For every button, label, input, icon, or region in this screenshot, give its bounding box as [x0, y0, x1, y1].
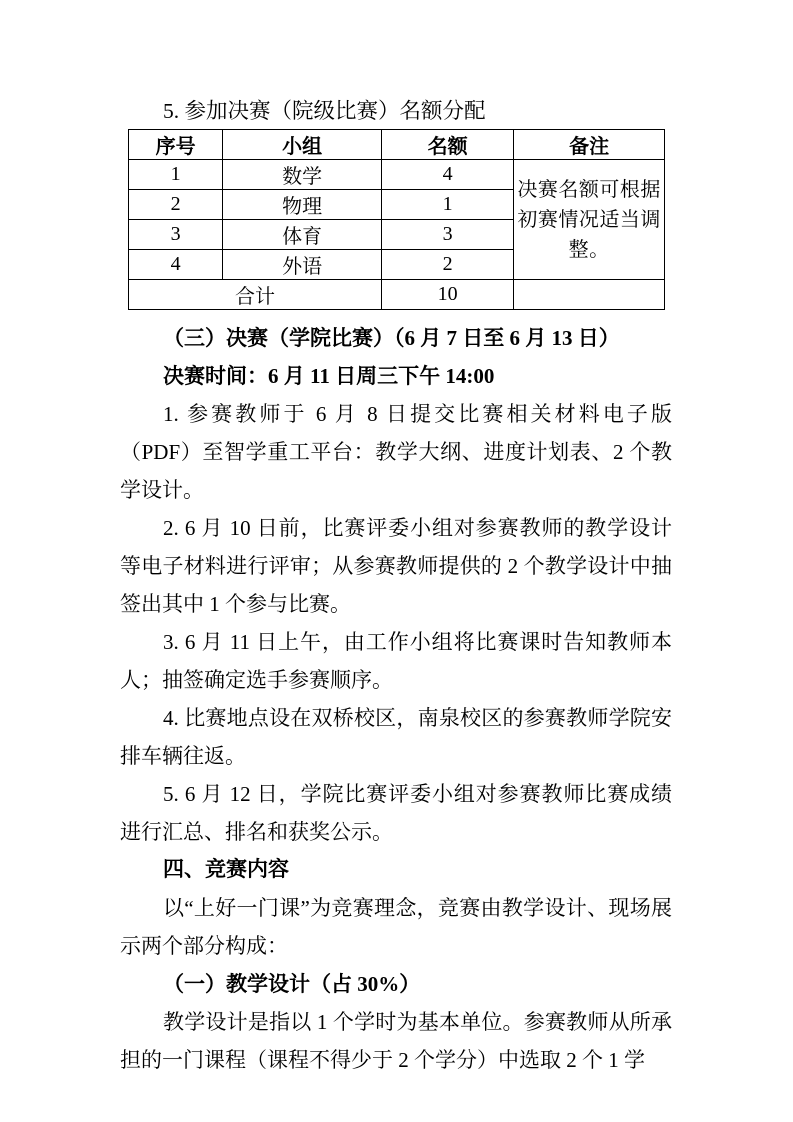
table-header-row: [129, 130, 665, 160]
column-header-note: 备注: [514, 130, 665, 160]
finals-item-3: 3. 6 月 11 日上午，由工作小组将比赛课时告知教师本人；抽签确定选手参赛顺序。: [120, 630, 672, 692]
table-total-row: [129, 280, 665, 310]
cell-no: 4: [129, 250, 223, 280]
cell-group: 体育: [223, 220, 382, 250]
cell-total-value: 10: [381, 280, 513, 310]
document-body: [120, 319, 672, 1079]
column-header-group: 小组: [223, 130, 382, 160]
cell-total-label: 合计: [129, 280, 382, 310]
finals-time: 决赛时间：6 月 11 日周三下午 14:00: [163, 364, 495, 388]
cell-remark: 决赛名额可根据初赛情况适当调整。: [514, 160, 665, 280]
sub1-heading: （一）教学设计（占 30%）: [163, 972, 421, 996]
cell-no: 1: [129, 160, 223, 190]
cell-group: 外语: [223, 250, 382, 280]
cell-quota: 2: [381, 250, 513, 280]
finals-item-1: 1. 参赛教师于 6 月 8 日提交比赛相关材料电子版（PDF）至智学重工平台：教学大纲、进度计划表、2 个教学设计。: [120, 402, 672, 502]
finals-item-5: 5. 6 月 12 日，学院比赛评委小组对参赛教师比赛成绩进行汇总、排名和获奖公示。: [120, 782, 672, 844]
section4-heading: 四、竞赛内容: [163, 858, 289, 881]
quota-allocation-heading: 5. 参加决赛（院级比赛）名额分配: [163, 99, 486, 123]
quota-table: [128, 129, 665, 310]
cell-quota: 4: [381, 160, 513, 190]
finals-item-2: 2. 6 月 10 日前，比赛评委小组对参赛教师的教学设计等电子材料进行评审；从参赛教师提供的 2 个教学设计中抽签出其中 1 个参与比赛。: [120, 516, 672, 616]
table-row: [129, 160, 665, 190]
cell-quota: 1: [381, 190, 513, 220]
cell-group: 数学: [223, 160, 382, 190]
cell-no: 3: [129, 220, 223, 250]
sub1-body: 教学设计是指以 1 个学时为基本单位。参赛教师从所承担的一门课程（课程不得少于 2 个学分）中选取 2 个 1 学: [120, 1010, 672, 1072]
cell-remark-empty: [514, 280, 665, 310]
column-header-no: 序号: [129, 130, 223, 160]
section4-intro: 以“上好一门课”为竞赛理念，竞赛由教学设计、现场展示两个部分构成：: [120, 896, 672, 958]
cell-group: 物理: [223, 190, 382, 220]
cell-quota: 3: [381, 220, 513, 250]
finals-heading: （三）决赛（学院比赛）（6 月 7 日至 6 月 13 日）: [163, 326, 620, 350]
column-header-quota: 名额: [381, 130, 513, 160]
cell-no: 2: [129, 190, 223, 220]
finals-item-4: 4. 比赛地点设在双桥校区，南泉校区的参赛教师学院安排车辆往返。: [120, 706, 672, 768]
